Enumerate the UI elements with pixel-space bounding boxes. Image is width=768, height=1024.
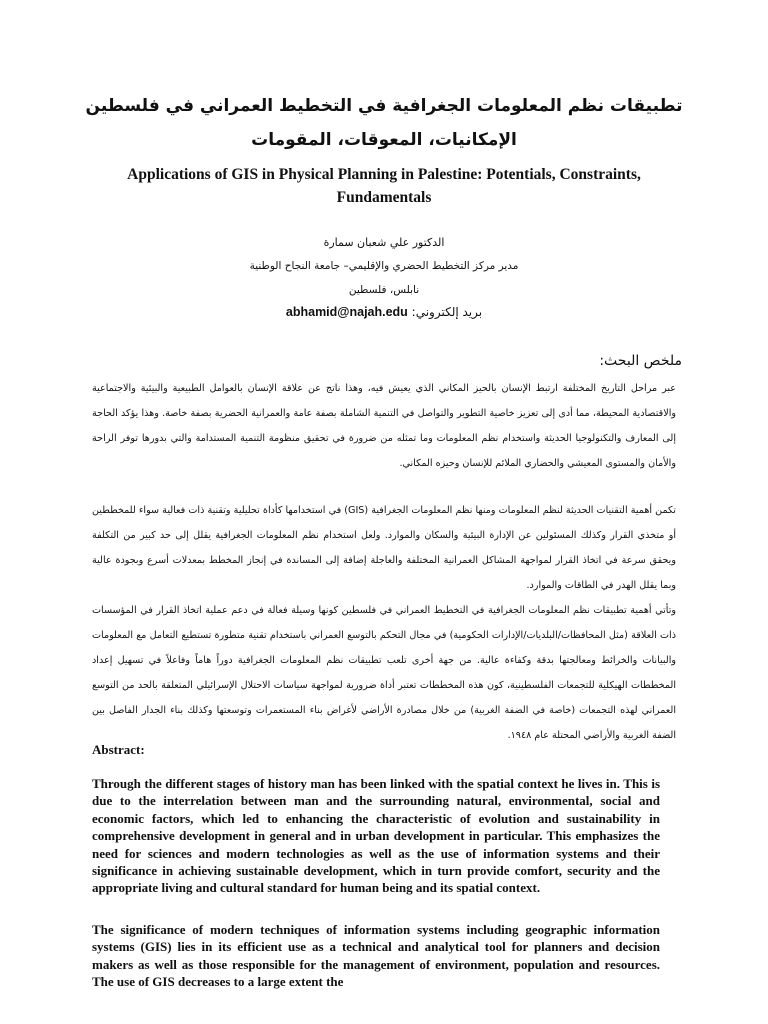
email-label: بريد إلكتروني: bbox=[411, 305, 483, 319]
arabic-summary-paragraph-2: تكمن أهمية التقنيات الحديثة لنظم المعلومات ومنها نظم المعلومات الجغرافية (GIS) في استخدامها كأداة تحليلية وتقنية ذات فعالية سواء للمخططين أو متخذي القرار وكذلك المسئولين عن الإدارة البيئية والسكان والموارد. ولعل استخدام نظم المعلومات الجغرافية يقلل إلى حد كبير من التكلفة ويحقق سرعة في اتخاذ القرار لمواجهة المشاكل العمرانية المختلفة والعاجلة إضافة إلى المساندة في إنجاز المخطط بمعدلات أسرع وبجودة عالية وبما يقلل الهدر في الطاقات والموارد. bbox=[92, 505, 676, 591]
abstract-paragraph-2: The significance of modern techniques of information systems including geographic information systems (GIS) lies in its efficient use as a technical and analytical tool for planners and decision makers as well as those responsible for the management of environment, population and resources. The use of GIS decreases to a large extent the bbox=[92, 922, 660, 990]
english-title: Applications of GIS in Physical Planning in Palestine: Potentials, Constraints, Fundamentals bbox=[127, 166, 641, 206]
arabic-summary-paragraph-3: وتأتي أهمية تطبيقات نظم المعلومات الجغرافية في التخطيط العمراني في فلسطين كونها وسيلة فعالة في دعم عملية اتخاذ القرار في المؤسسات ذات العلاقة (مثل المحافظات/البلديات/الإدارات الحكومية) في مجال التحكم بالتوسع العمراني باستخدام تقنية متطورة تستطيع التعامل مع المعلومات والبيانات والخرائط ومعالجتها بدقة وكفاءة عالية. من جهة أخرى تلعب تطبيقات نظم المعلومات الجغرافية دوراً هاماً وفاعلاً في تسهيل إعداد المخططات الهيكلية للتجمعات الفلسطينية، كون هذه المخططات تعتبر أداة ضرورية لمواجهة سياسات الاحتلال الإسرائيلي المتعلقة بالحد من التوسع العمراني لهذه التجمعات (خاصة في الضفة الغربية) من خلال مصادرة الأراضي لأغراض بناء المستعمرات وتوسعتها وكذلك بناء الجدار الفاصل بين الضفة الغربية والأراضي المحتلة عام ١٩٤٨. bbox=[92, 605, 676, 741]
abstract-paragraph-1: Through the different stages of history man has been linked with the spatial context he lives in. This is due to the interrelation between man and the surrounding natural, environmental, social and economic factors, which led to enhancing the characteristic of evolution and sustainability in comprehensive development in general and in urban development in particular. This emphasizes the need for sciences and modern technologies as well as the use of information systems and their significance in achieving sustainable development, which in turn provide comfort, security and the appropriate living and cultural standard for human being and its spatial context. bbox=[92, 776, 660, 896]
arabic-title-line-1: تطبيقات نظم المعلومات الجغرافية في التخطيط العمراني في فلسطين bbox=[85, 96, 683, 116]
abstract-heading: Abstract: bbox=[92, 742, 145, 757]
arabic-title-line-2: الإمكانيات، المعوقات، المقومات bbox=[251, 130, 517, 150]
arabic-summary-paragraph-1: عبر مراحل التاريخ المختلفة ارتبط الإنسان بالحيز المكاني الذي يعيش فيه، وهذا ناتج عن علاقة الإنسان بالعوامل الطبيعية والبيئية والاجتماعية والاقتصادية المحيطة، مما أدى إلى تعزيز خاصية التطوير والتواصل في التنمية الشاملة بصفة عامة والعمرانية الحضرية بصفة خاصة. وهذا يؤكد الحاجة إلى المعارف والتكنولوجيا الحديثة واستخدام نظم المعلومات وما تمثله من ضرورة في تحقيق منظومة التنمية المستدامة والتي بدورها توفر الراحة والأمان والمستوى المعيشي والحضاري الملائم للإنسان وحيزه المكاني. bbox=[92, 383, 676, 469]
author-name: الدكتور علي شعبان سمارة bbox=[323, 236, 445, 249]
author-affiliation: مدير مركز التخطيط الحضري والإقليمي– جامعة النجاح الوطنية bbox=[249, 260, 519, 272]
arabic-summary-heading: ملخص البحث: bbox=[599, 353, 682, 369]
email-address[interactable]: abhamid@najah.edu bbox=[285, 305, 408, 319]
author-city: نابلس، فلسطين bbox=[348, 284, 420, 296]
email-line bbox=[160, 305, 608, 319]
